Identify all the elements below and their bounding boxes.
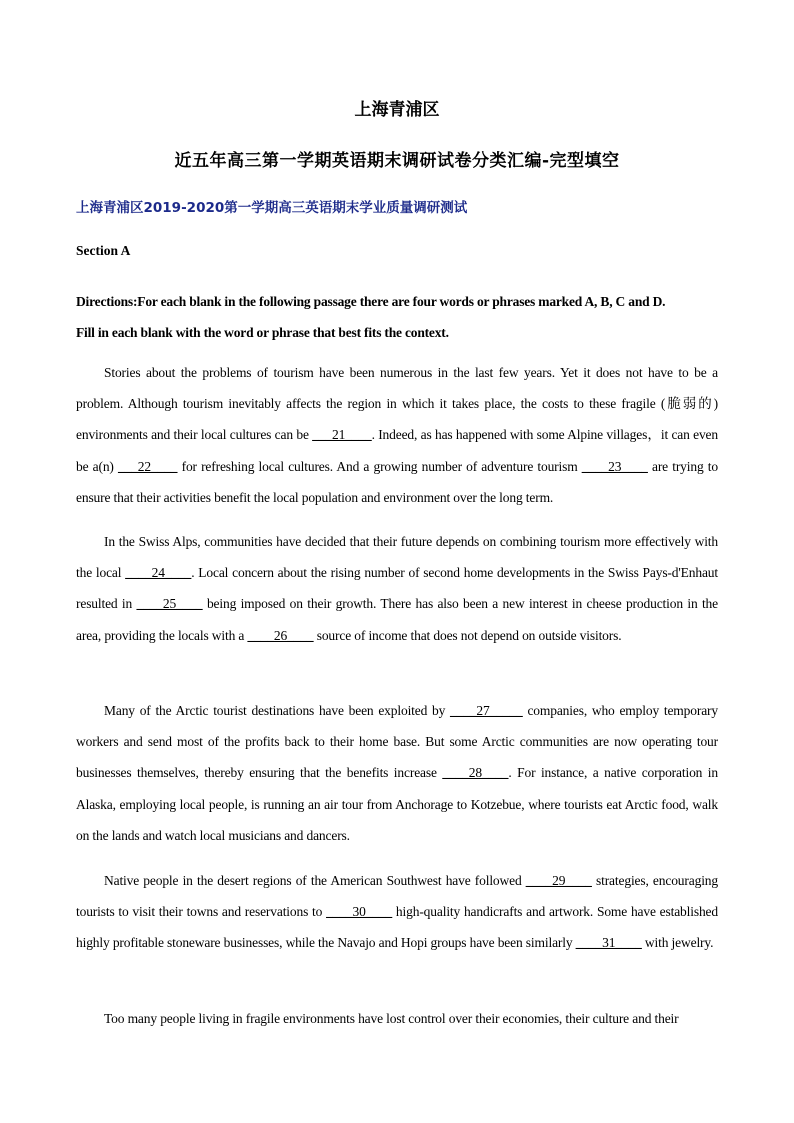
paragraph-text: high-quality handicrafts and artwork. Some have established highly profitable stoneware businesses, while the Navajo and Hopi groups have been similarly — [76, 904, 718, 951]
blank-23: ____23____ — [581, 458, 648, 474]
passage-paragraph-3 — [76, 695, 718, 851]
paragraph-text: In the Swiss Alps, communities have decided that their future depends on combining tourism more effectively with the local — [76, 534, 718, 581]
paragraph-text: Native people in the desert regions of the American Southwest have followed — [104, 873, 526, 888]
blank-22: ___22____ — [117, 458, 178, 474]
paragraph-text: Stories about the problems of tourism have been numerous in the last few years. Yet it does not have to be a problem. Although tourism inevitably affects the region in which it takes place, the costs to these fragile (脆弱的) environments and their local cultures can be — [76, 365, 718, 443]
exam-name-heading: 上海青浦区2019-2020第一学期高三英语期末学业质量调研测试 — [76, 200, 468, 216]
passage-paragraph-5 — [76, 1003, 718, 1034]
passage-paragraph-1 — [76, 357, 718, 513]
blank-30: ____30____ — [326, 904, 393, 920]
blank-27: ____27_____ — [450, 703, 523, 718]
blank-21: ___21____ — [312, 427, 372, 443]
paragraph-text: . Local concern about the rising number of second home developments in the Swiss Pays-d'Enhaut resulted in — [76, 565, 718, 612]
passage-paragraph-4 — [76, 865, 718, 959]
blank-28: ____28____ — [442, 765, 509, 781]
paragraph-text: for refreshing local cultures. And a growing number of adventure tourism — [177, 458, 582, 474]
paragraph-text: are trying to ensure that their activities benefit the local population and environment over the long term. — [76, 458, 718, 505]
directions — [76, 286, 720, 348]
paragraph-text: . Indeed, as has happened with some Alpine villages，it can even be a(n) — [76, 427, 718, 474]
paragraph-text: . For instance, a native corporation in Alaska, employing local people, is running an air tour from Anchorage to Kotzebue, where tourists eat Arctic food, walk on the lands and watch local musicians and dancers. — [76, 765, 718, 843]
document-subtitle: 近五年高三第一学期英语期末调研试卷分类汇编-完型填空 — [174, 151, 620, 171]
paragraph-text: companies, who employ temporary workers and send most of the profits back to their home base. But some Arctic communities are now operating tour businesses themselves, thereby ensuring that the benefits increase — [76, 703, 718, 781]
blank-24: ____24____ — [125, 565, 192, 581]
blank-25: ____25____ — [136, 596, 203, 612]
blank-26: ____26____ — [247, 627, 314, 643]
blank-29: ____29____ — [525, 873, 592, 888]
paragraph-text: Many of the Arctic tourist destinations have been exploited by — [104, 703, 451, 718]
directions-line-1: Directions:For each blank in the following passage there are four words or phrases marked A, B, C and D. — [76, 294, 666, 309]
blank-31: ____31____ — [575, 935, 642, 951]
paragraph-text: with jewelry. — [641, 935, 714, 951]
paragraph-text: source of income that does not depend on outside visitors. — [313, 627, 622, 643]
paragraph-text: Too many people living in fragile environments have lost control over their economies, their culture and their — [104, 1011, 679, 1026]
paragraph-text: being imposed on their growth. There has also been a new interest in cheese production in the area, providing the locals with a — [76, 596, 718, 643]
section-label: Section A — [76, 243, 131, 258]
passage-paragraph-2 — [76, 526, 718, 651]
directions-line-2: Fill in each blank with the word or phrase that best fits the context. — [76, 325, 449, 340]
paragraph-text: strategies, encouraging tourists to visit their towns and reservations to — [76, 873, 718, 920]
document-title: 上海青浦区 — [354, 100, 440, 120]
